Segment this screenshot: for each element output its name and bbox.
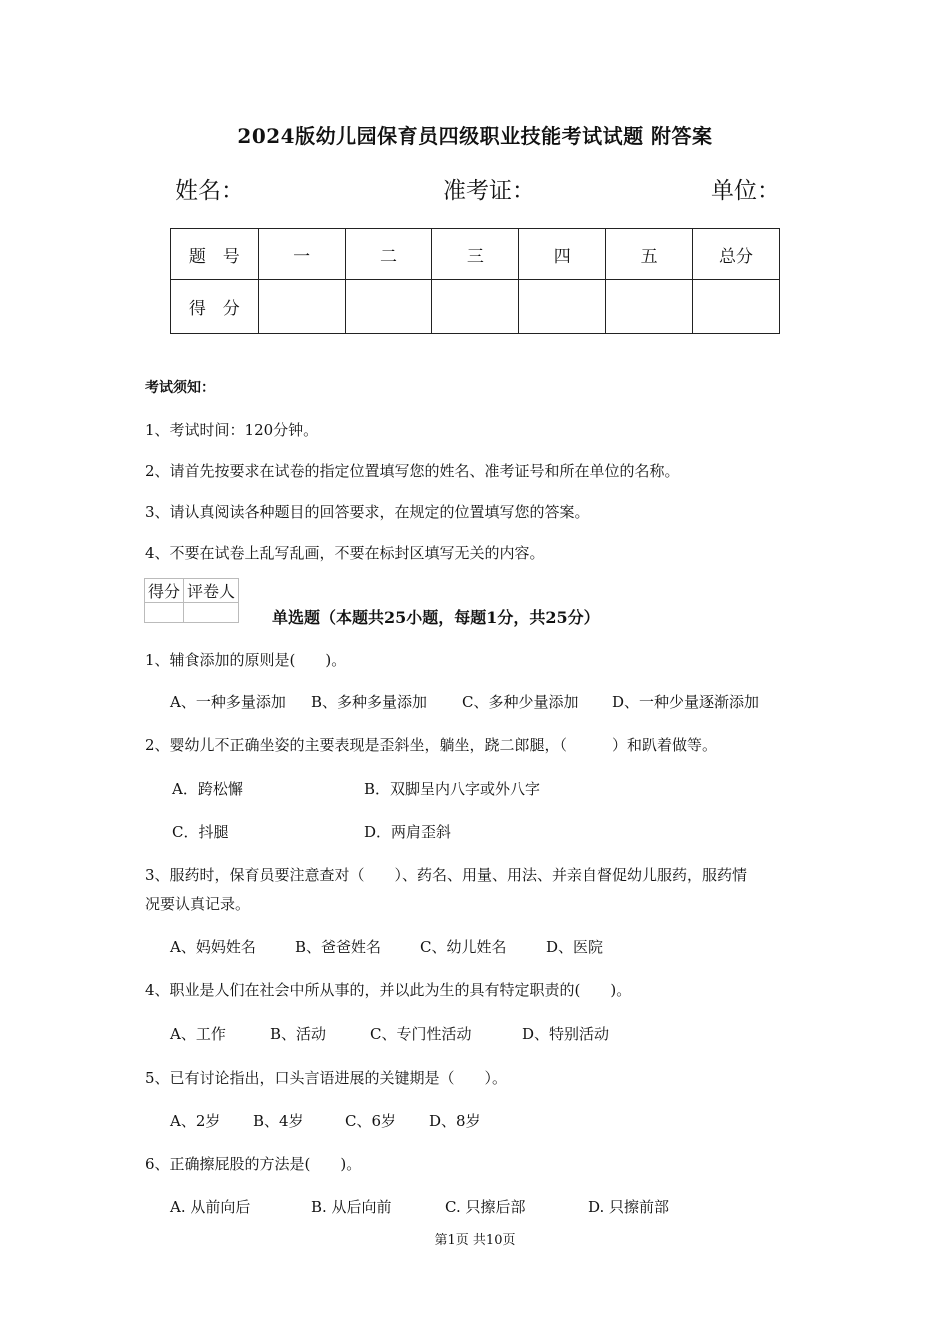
question-stem: 1、辅食添加的原则是( )。 <box>145 651 347 669</box>
notes-item: 2、请首先按要求在试卷的指定位置填写您的姓名、准考证号和所在单位的名称。 <box>145 462 680 480</box>
answer-option[interactable]: C．抖腿 <box>172 823 229 841</box>
question-stem: 6、正确擦屁股的方法是( )。 <box>145 1155 362 1173</box>
notes-item: 3、请认真阅读各种题目的回答要求，在规定的位置填写您的答案。 <box>145 503 590 521</box>
question-stem-continued: 况要认真记录。 <box>145 895 251 913</box>
answer-option[interactable]: D. 只擦前部 <box>588 1198 670 1216</box>
score-table-cell: 二 <box>345 229 432 280</box>
score-table-cell: 总分 <box>693 229 780 280</box>
notes-item: 4、不要在试卷上乱写乱画，不要在标封区填写无关的内容。 <box>145 544 545 562</box>
answer-option[interactable]: D、特别活动 <box>522 1025 610 1043</box>
score-table-cell: 题 号 <box>171 229 259 280</box>
question-stem: 2、婴幼儿不正确坐姿的主要表现是歪斜坐，躺坐，跷二郎腿，（ ）和趴着做等。 <box>145 736 718 754</box>
answer-option[interactable]: B、活动 <box>270 1025 327 1043</box>
grader-name-cell[interactable] <box>184 603 239 623</box>
score-table-cell: 得 分 <box>171 280 259 334</box>
score-input-cell[interactable] <box>606 280 693 334</box>
answer-option[interactable]: D．两肩歪斜 <box>364 823 452 841</box>
answer-option[interactable]: A、工作 <box>170 1025 226 1043</box>
answer-option[interactable]: D、一种少量逐渐添加 <box>612 693 760 711</box>
answer-option[interactable]: C. 只擦后部 <box>445 1198 526 1216</box>
answer-option[interactable]: B．双脚呈内八字或外八字 <box>364 780 541 798</box>
answer-option[interactable]: D、8岁 <box>429 1112 481 1130</box>
answer-option[interactable]: B、多种多量添加 <box>311 693 428 711</box>
score-table-cell: 四 <box>519 229 606 280</box>
grader-score-cell[interactable] <box>145 603 184 623</box>
answer-option[interactable]: B. 从后向前 <box>311 1198 392 1216</box>
answer-option[interactable]: A、2岁 <box>170 1112 221 1130</box>
grader-box <box>144 578 239 623</box>
notes-item: 1、考试时间：120分钟。 <box>145 421 319 439</box>
score-input-cell[interactable] <box>345 280 432 334</box>
score-table-cell: 三 <box>432 229 519 280</box>
unit-field-label: 单位： <box>711 178 780 204</box>
score-table-cell: 一 <box>258 229 345 280</box>
answer-option[interactable]: A．跨松懈 <box>172 780 243 798</box>
grader-score-label: 得分 <box>145 579 184 603</box>
notes-heading: 考试须知： <box>145 380 215 396</box>
question-stem: 4、职业是人们在社会中所从事的，并以此为生的具有特定职责的( )。 <box>145 981 632 999</box>
page-title: 2024版幼儿园保育员四级职业技能考试试题 附答案 <box>237 124 713 148</box>
score-input-cell[interactable] <box>258 280 345 334</box>
score-table-header-row <box>171 229 780 280</box>
score-table-score-row <box>171 280 780 334</box>
question-stem: 3、服药时，保育员要注意查对（ ）、药名、用量、用法、并亲自督促幼儿服药，服药情 <box>145 866 748 884</box>
answer-option[interactable]: B、爸爸姓名 <box>295 938 382 956</box>
answer-option[interactable]: D、医院 <box>546 938 604 956</box>
answer-option[interactable]: C、6岁 <box>345 1112 397 1130</box>
name-field-label: 姓名： <box>175 178 244 204</box>
score-input-cell[interactable] <box>432 280 519 334</box>
answer-option[interactable]: C、幼儿姓名 <box>420 938 507 956</box>
grader-name-label: 评卷人 <box>184 579 239 603</box>
score-input-cell[interactable] <box>519 280 606 334</box>
section-title: 单选题（本题共25小题，每题1分，共25分） <box>272 608 600 627</box>
answer-option[interactable]: A、妈妈姓名 <box>170 938 256 956</box>
score-input-cell[interactable] <box>693 280 780 334</box>
exam-id-field-label: 准考证： <box>443 178 535 204</box>
answer-option[interactable]: B、4岁 <box>253 1112 304 1130</box>
page-footer: 第1页 共10页 <box>434 1233 516 1248</box>
answer-option[interactable]: A. 从前向后 <box>170 1198 251 1216</box>
answer-option[interactable]: C、多种少量添加 <box>462 693 579 711</box>
answer-option[interactable]: C、专门性活动 <box>370 1025 472 1043</box>
answer-option[interactable]: A、一种多量添加 <box>170 693 286 711</box>
score-table-cell: 五 <box>606 229 693 280</box>
score-table <box>170 228 780 334</box>
question-stem: 5、已有讨论指出，口头言语进展的关键期是（ ）。 <box>145 1069 508 1087</box>
